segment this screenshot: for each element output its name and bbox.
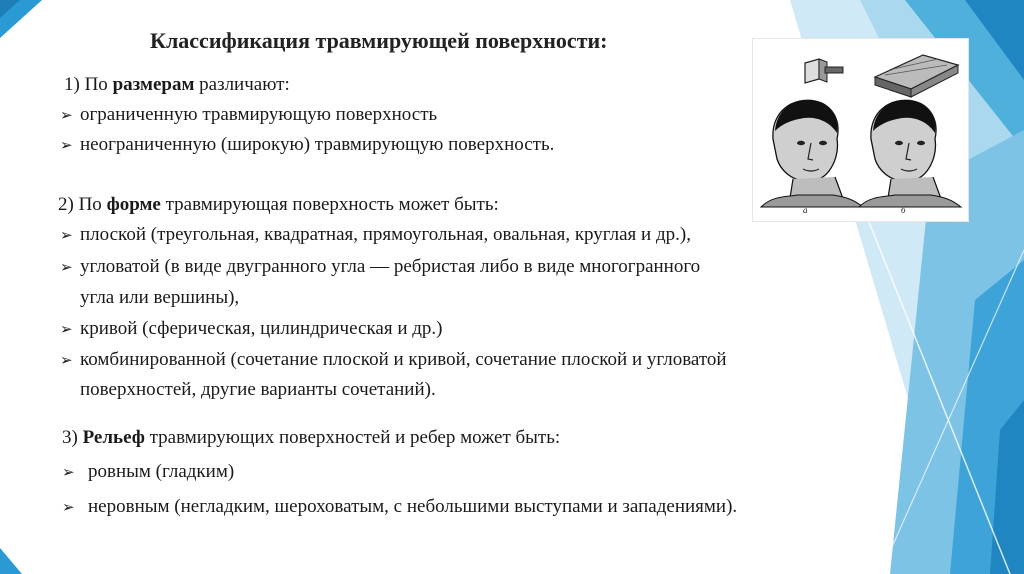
bullet-arrow-icon: ➢	[60, 258, 73, 276]
heads-drawing	[753, 39, 968, 221]
slide-title: Классификация травмирующей поверхности:	[150, 28, 608, 53]
bullet-arrow-icon: ➢	[60, 320, 73, 338]
section1-item-2-text: неограниченную (широкую) травмирующую поверхность.	[80, 134, 555, 155]
bullet-arrow-icon: ➢	[62, 463, 75, 481]
section3-heading	[62, 427, 560, 449]
section1-item-1	[60, 104, 437, 126]
bullet-arrow-icon: ➢	[62, 498, 75, 516]
section2-item-4-continuation: поверхностей, другие варианты сочетаний).	[80, 379, 436, 400]
section2-heading	[58, 194, 499, 216]
section2-item-3-text: кривой (сферическая, цилиндрическая и др.)	[80, 318, 443, 339]
section1-item-2	[60, 134, 554, 156]
section1-bold: размерам	[112, 74, 195, 95]
bullet-arrow-icon: ➢	[60, 106, 73, 124]
section2-item-4	[60, 349, 727, 371]
section3-item-2-text: неровным (негладким, шероховатым, с небольшими выступами и западениями).	[88, 496, 738, 517]
section1-suffix: различают:	[194, 74, 290, 95]
figure-label-b: б	[901, 205, 906, 215]
small-object-icon	[805, 59, 843, 83]
section2-suffix: травмирующая поверхность может быть:	[160, 194, 499, 215]
section2-item-3	[60, 318, 442, 340]
figure-label-a: а	[803, 205, 808, 215]
section3-suffix: травмирующих поверхностей и ребер может быть:	[144, 427, 561, 448]
bullet-arrow-icon: ➢	[60, 226, 73, 244]
section3-item-1	[62, 461, 234, 483]
right-head-icon	[859, 100, 961, 207]
section2-prefix: 2) По	[58, 194, 107, 215]
section2-bold: форме	[106, 194, 161, 215]
section2-item-2	[60, 256, 700, 278]
section2-item-2-continuation: угла или вершины),	[80, 287, 240, 308]
bullet-arrow-icon: ➢	[60, 136, 73, 154]
section3-bold: Рельеф	[82, 427, 145, 448]
section2-item-2-text: угловатой (в виде двугранного угла — ребристая либо в виде многогранного	[80, 256, 701, 277]
section3-item-2	[62, 496, 737, 518]
section3-prefix: 3)	[62, 427, 83, 448]
section2-item-4-text: комбинированной (сочетание плоской и кривой, сочетание плоской и угловатой	[80, 349, 727, 370]
section2-item-1	[60, 224, 691, 246]
section1-prefix: 1) По	[64, 74, 113, 95]
section3-item-1-text: ровным (гладким)	[88, 461, 235, 482]
section2-item-1-text: плоской (треугольная, квадратная, прямоугольная, овальная, круглая и др.),	[80, 224, 691, 245]
section1-heading	[64, 74, 290, 96]
section1-item-1-text: ограниченную травмирующую поверхность	[80, 104, 438, 125]
bullet-arrow-icon: ➢	[60, 351, 73, 369]
left-head-icon	[761, 100, 863, 207]
injury-illustration	[752, 38, 969, 222]
